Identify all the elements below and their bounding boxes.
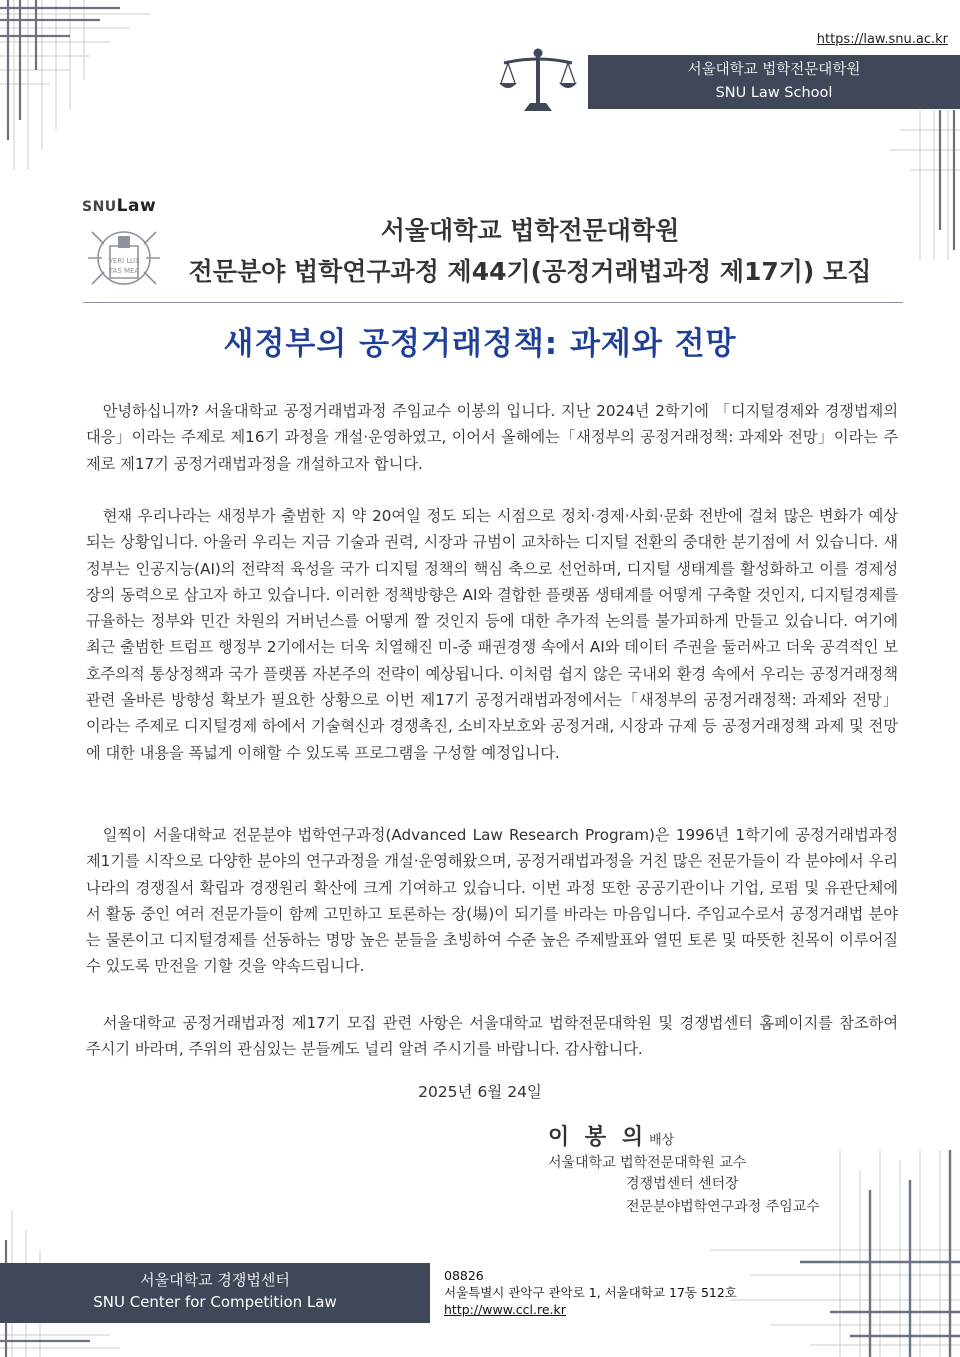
main-title: 새정부의 공정거래정책: 과제와 전망 — [223, 326, 737, 362]
signer-name — [548, 1120, 674, 1151]
paragraph-4 — [86, 1010, 898, 1063]
affiliation-2: 경쟁법센터 센터장 — [626, 1176, 739, 1192]
paragraph-3-text: 일찍이 서울대학교 전문분야 법학연구과정(Advanced Law Research Program)은 1996년 1학기에 공정거래법과정 제1기를 시작으로 다양한 분야의 연구과정을 개설·운영해왔으며, 공정거래법과정을 거친 많은 전문가들이 각 분야에서 우리나라의 경쟁질서 확립과 경쟁원리 확산에 크게 기여하고 있습니다. 이번 과정 또한 공공기관이나 기업, 로펌 및 유관단체에서 활동 중인 여러 전문가들이 함께 고민하고 토론하는 장(場)이 되기를 바라는 마음입니다. 주임교수로서 공정거래법 분야는 물론이고 디지털경제를 선동하는 명망 높은 분들을 초빙하여 수준 높은 주제발표와 열띤 토론 및 따뜻한 친목이 이루어질 수 있도록 만전을 기할 것을 약속드립니다. — [86, 826, 898, 976]
affiliation-3: 전문분야법학연구과정 주임교수 — [626, 1199, 820, 1215]
logo-law-text: Law — [116, 196, 157, 216]
svg-text:VERI LUX: VERI LUX — [108, 257, 140, 265]
plaid-decoration-top-left — [0, 0, 160, 170]
school-name-box — [588, 55, 960, 109]
school-name-ko: 서울대학교 법학전문대학원 — [687, 62, 861, 78]
letter-date: 2025년 6월 24일 — [418, 1083, 542, 1101]
school-name-en: SNU Law School — [715, 85, 833, 101]
paragraph-1-text: 안녕하십니까? 서울대학교 공정거래법과정 주임교수 이봉의 입니다. 지난 2024년 2학기에 「디지털경제와 경쟁법제의 대응」이라는 주제로 제16기 과정을 개설·운영하였고, 이어서 올해에는「새정부의 공정거래정책: 과제와 전망」이라는 주제로 제17기 공정거래법과정을 개설하고자 합니다. — [86, 402, 898, 473]
footer-center-box — [0, 1263, 430, 1323]
footer-address: 서울특별시 관악구 관악로 1, 서울대학교 17동 512호 — [444, 1285, 737, 1300]
title-line-2: 전문분야 법학연구과정 제44기(공정거래법과정 제17기) 모집 — [188, 257, 872, 286]
paragraph-4-text: 서울대학교 공정거래법과정 제17기 모집 관련 사항은 서울대학교 법학전문대학원 및 경쟁법센터 홈페이지를 참조하여 주시기 바라며, 주위의 관심있는 분들께도 널리 알려 주시기를 바랍니다. 감사합니다. — [86, 1014, 898, 1059]
salutation: 배상 — [649, 1133, 675, 1148]
footer-website-link[interactable]: http://www.ccl.re.kr — [444, 1302, 566, 1317]
footer-postcode: 08826 — [444, 1268, 484, 1283]
footer-center-en: SNU Center for Competition Law — [93, 1293, 337, 1311]
title-line-1: 서울대학교 법학전문대학원 — [380, 216, 680, 245]
footer-center-ko: 서울대학교 경쟁법센터 — [140, 1271, 290, 1289]
signer-name-text: 이 봉 의 — [548, 1125, 648, 1150]
svg-text:TAS MEA: TAS MEA — [108, 267, 140, 275]
plaid-decoration-bottom-right — [710, 1150, 960, 1357]
footer-contact — [444, 1267, 737, 1318]
paragraph-2 — [86, 503, 898, 766]
paragraph-2-text: 현재 우리나라는 새정부가 출범한 지 약 20여일 정도 되는 시점으로 정치·경제·사회·문화 전반에 걸쳐 많은 변화가 예상되는 상황입니다. 아울러 우리는 지금 기술과 권력, 시장과 규범이 교차하는 디지털 전환의 중대한 분기점에 서 있습니다. 새 정부는 인공지능(AI)의 전략적 육성을 국가 디지털 정책의 핵심 축으로 선언하며, 디지털 생태계를 활성화하고 이를 경제성장의 동력으로 삼고자 하고 있습니다. 이러한 정책방향은 AI와 결합한 플랫폼 생태계를 어떻게 구축할 것인지, 디지털경제를 규율하는 정부와 민간 차원의 거버넌스를 어떻게 짤 것인지 등에 대한 추가적 논의를 불가피하게 만들고 있습니다. 여기에 최근 출범한 트럼프 행정부 2기에서는 더욱 치열해진 미-중 패권경쟁 속에서 AI와 데이터 주권을 둘러싸고 더욱 공격적인 보호주의적 통상정책과 국가 플랫폼 자본주의 전략이 예상됩니다. 이처럼 쉽지 않은 국내외 환경 속에서 우리는 공정거래정책 관련 올바른 방향성 확보가 필요한 상황으로 이번 제17기 공정거래법과정에서는「새정부의 공정거래정책: 과제와 전망」이라는 주제로 디지털경제 하에서 기술혁신과 경쟁촉진, 소비자보호와 공정거래, 시장과 규제 등 공정거래정책 과제 및 전망에 대한 내용을 폭넓게 이해할 수 있도록 프로그램을 구성할 예정입니다. — [86, 507, 898, 762]
title-divider — [83, 302, 903, 303]
header-url-link[interactable]: https://law.snu.ac.kr — [816, 32, 948, 47]
affiliation-1: 서울대학교 법학전문대학원 교수 — [548, 1155, 747, 1171]
logo-snu-text: SNU — [82, 199, 117, 215]
paragraph-1 — [86, 398, 898, 477]
scales-of-justice-icon — [498, 45, 578, 115]
paragraph-3 — [86, 822, 898, 980]
